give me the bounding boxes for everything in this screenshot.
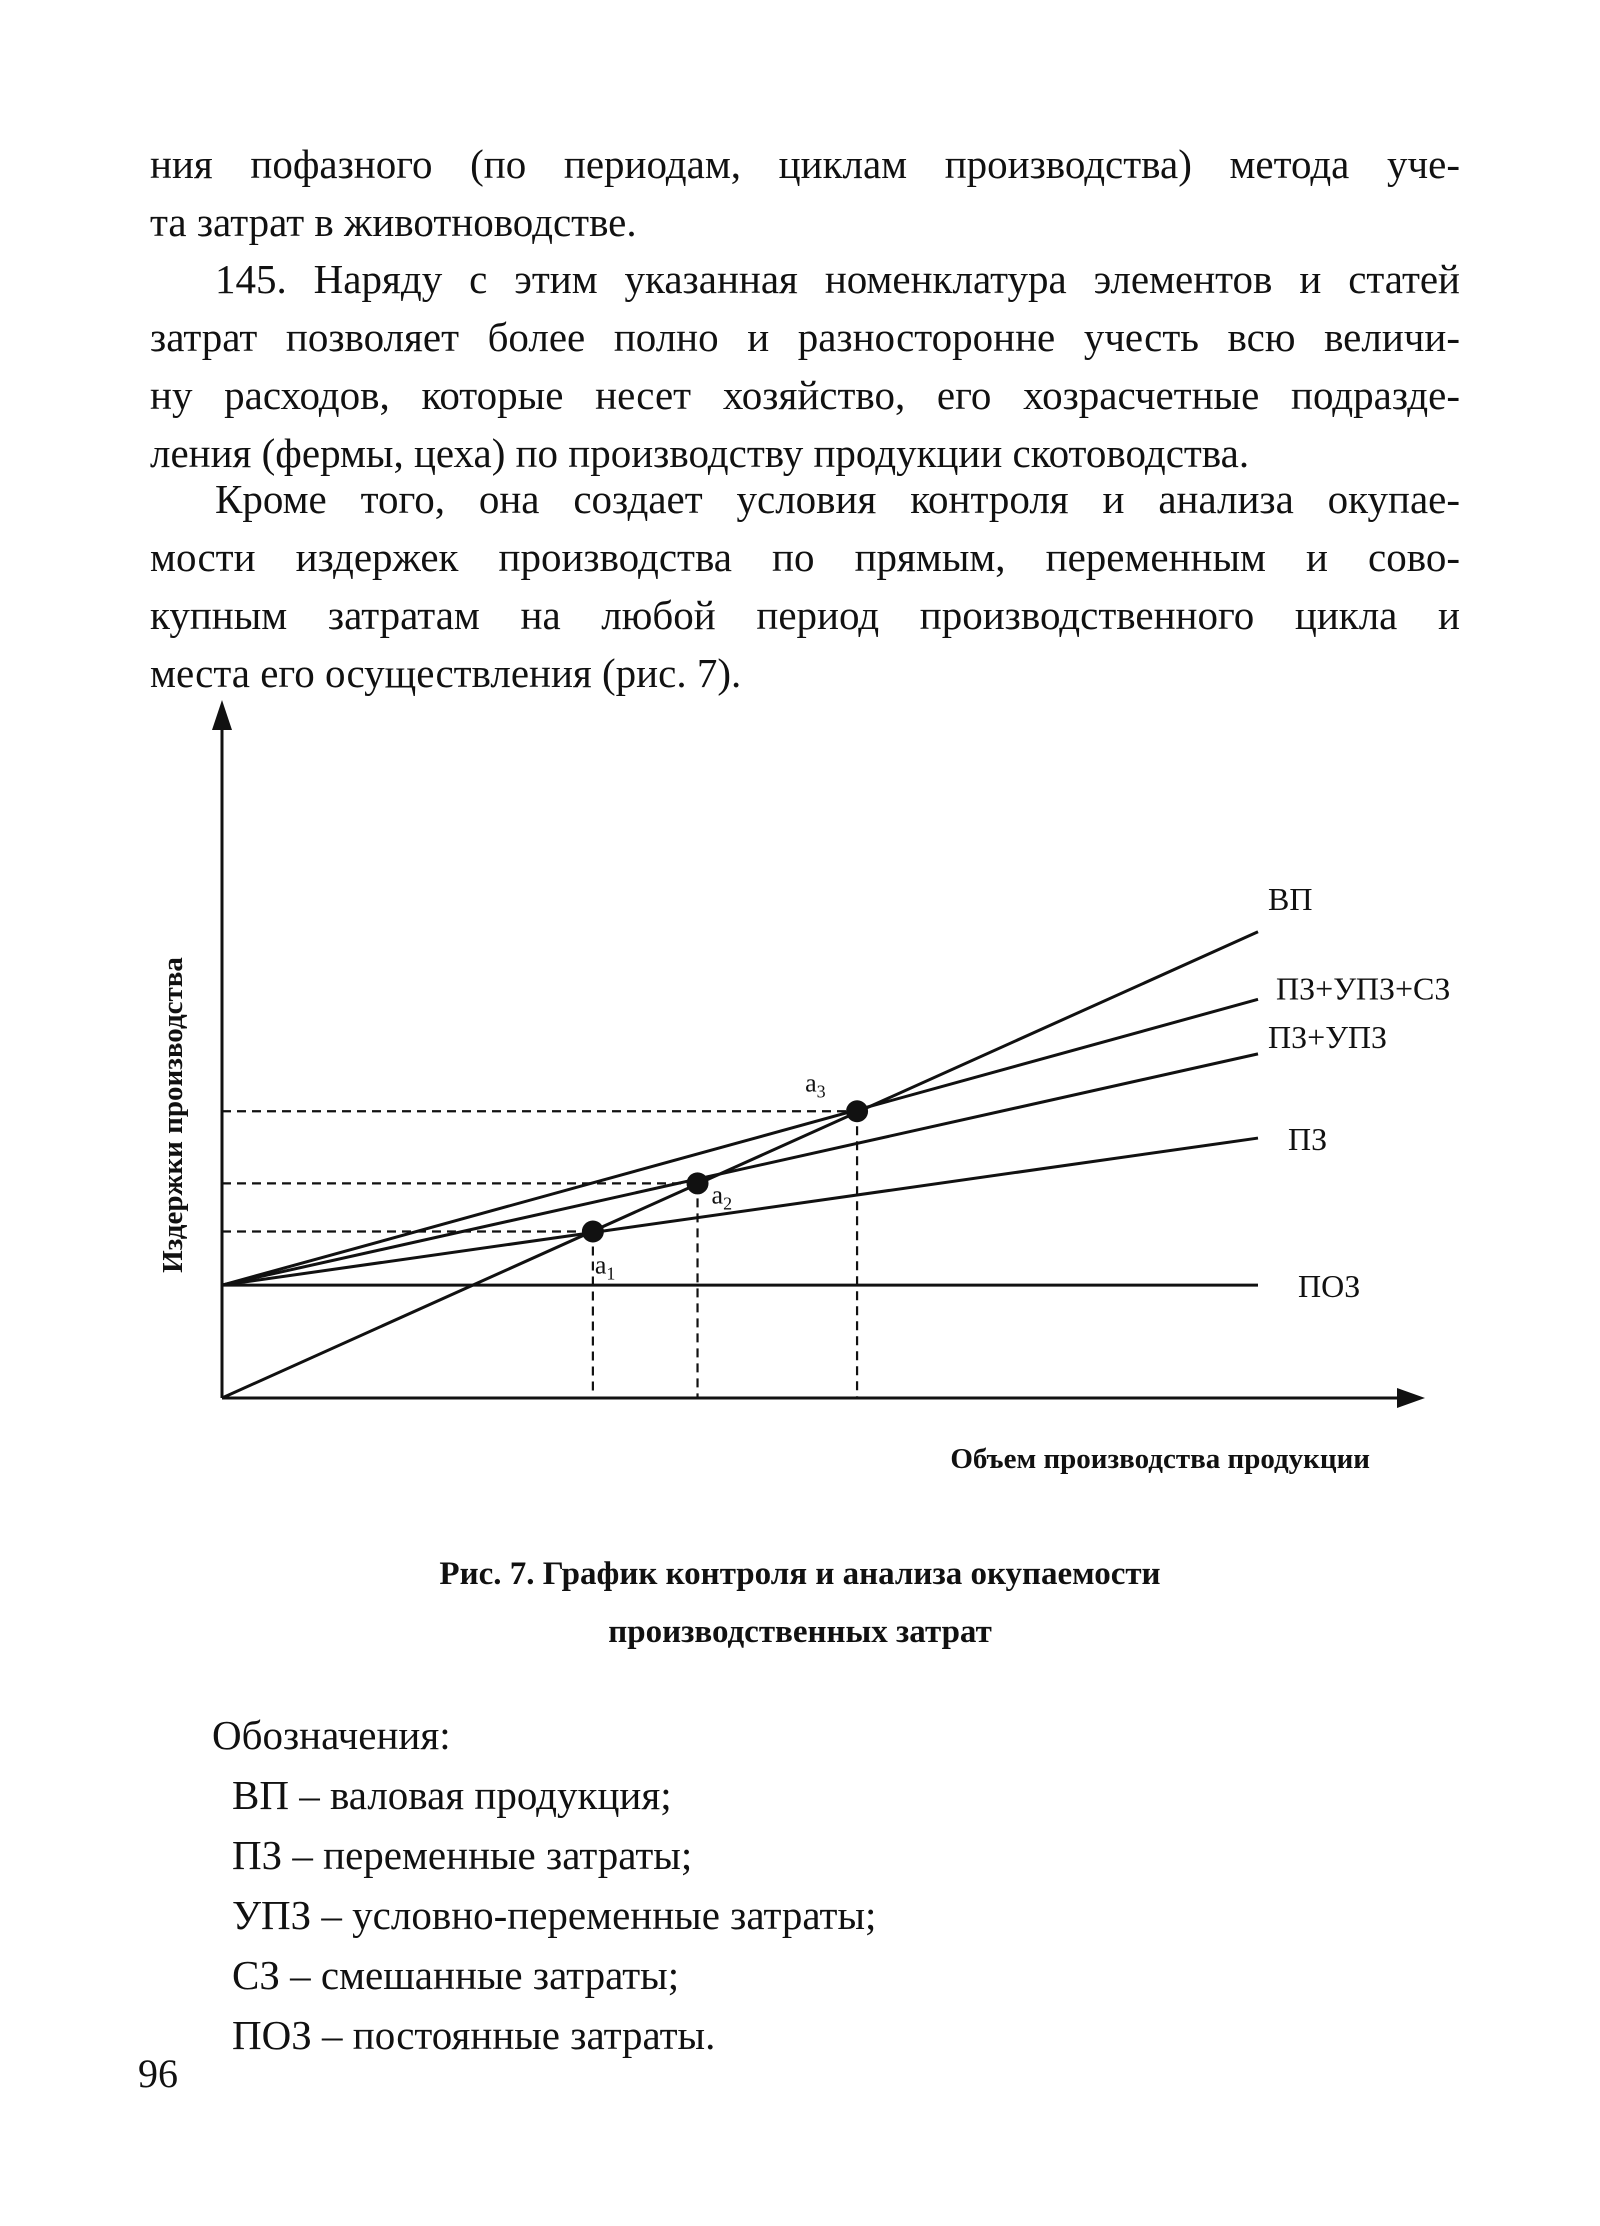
figure-caption bbox=[200, 1545, 1400, 1661]
legend-title: Обозначения: bbox=[212, 1712, 451, 1758]
point-a2-label: $a_2$ bbox=[711, 1180, 733, 1214]
chart-labels bbox=[595, 881, 1451, 1304]
y-axis-label: Издержки производства bbox=[157, 957, 189, 1273]
series-1-label: ВП bbox=[1268, 880, 1313, 917]
legend-item: УПЗ – условно-переменные затраты; bbox=[232, 1892, 877, 1938]
chart-axes bbox=[212, 700, 1425, 1408]
text-line: места его осуществления (рис. 7). bbox=[150, 650, 742, 696]
paragraph-3 bbox=[150, 470, 1460, 702]
text-line: 145. Наряду с этим указанная номенклатура элементов и статей bbox=[215, 256, 1460, 302]
page-number: 96 bbox=[138, 2051, 178, 2096]
point-a3-label: $a_3$ bbox=[805, 1068, 826, 1102]
y-axis-arrow-icon bbox=[212, 700, 232, 730]
legend-item: ПЗ – переменные затраты; bbox=[232, 1832, 693, 1878]
paragraph-1 bbox=[150, 135, 1460, 251]
cost-control-chart bbox=[0, 690, 1600, 1510]
point-a1-label: $a_1$ bbox=[594, 1250, 616, 1284]
text-line: купным затратам на любой период производственного цикла и bbox=[150, 592, 1460, 638]
series-1-line bbox=[222, 932, 1258, 1398]
legend-item: СЗ – смешанные затраты; bbox=[232, 1952, 680, 1998]
x-axis-arrow-icon bbox=[1397, 1388, 1425, 1408]
text-line: та затрат в животноводстве. bbox=[150, 199, 637, 245]
series-5-label: ПОЗ bbox=[1298, 1268, 1361, 1305]
text-line: Кроме того, она создает условия контроля и анализа окупае- bbox=[215, 476, 1460, 522]
point-a1-marker bbox=[582, 1221, 604, 1243]
legend-item: ВП – валовая продукция; bbox=[232, 1772, 672, 1818]
x-axis-label: Объем производства продукции bbox=[950, 1443, 1370, 1475]
point-a2-marker bbox=[687, 1172, 709, 1194]
series-3-line bbox=[222, 1054, 1258, 1285]
text-line: ния пофазного (по периодам, циклам производства) метода уче- bbox=[150, 141, 1460, 187]
point-a3-marker bbox=[846, 1100, 868, 1122]
caption-line: производственных затрат bbox=[608, 1614, 992, 1650]
text-line: затрат позволяет более полно и разносторонне учесть всю величи- bbox=[150, 314, 1460, 360]
series-2-line bbox=[222, 999, 1258, 1285]
series-3-label: ПЗ+УПЗ bbox=[1268, 1018, 1387, 1055]
text-line: мости издержек производства по прямым, переменным и сово- bbox=[150, 534, 1460, 580]
series-4-label: ПЗ bbox=[1288, 1121, 1328, 1158]
text-line: ления (фермы, цеха) по производству продукции скотоводства. bbox=[150, 430, 1250, 476]
text-line: ну расходов, которые несет хозяйство, его хозрасчетные подразде- bbox=[150, 372, 1460, 418]
caption-line: Рис. 7. График контроля и анализа окупаемости bbox=[439, 1556, 1161, 1592]
series-2-label: ПЗ+УПЗ+СЗ bbox=[1276, 970, 1451, 1007]
legend-item: ПОЗ – постоянные затраты. bbox=[232, 2012, 716, 2058]
paragraph-2 bbox=[150, 250, 1460, 482]
series-4-line bbox=[222, 1138, 1258, 1285]
chart-series-lines bbox=[222, 932, 1258, 1398]
legend bbox=[212, 1705, 876, 2065]
